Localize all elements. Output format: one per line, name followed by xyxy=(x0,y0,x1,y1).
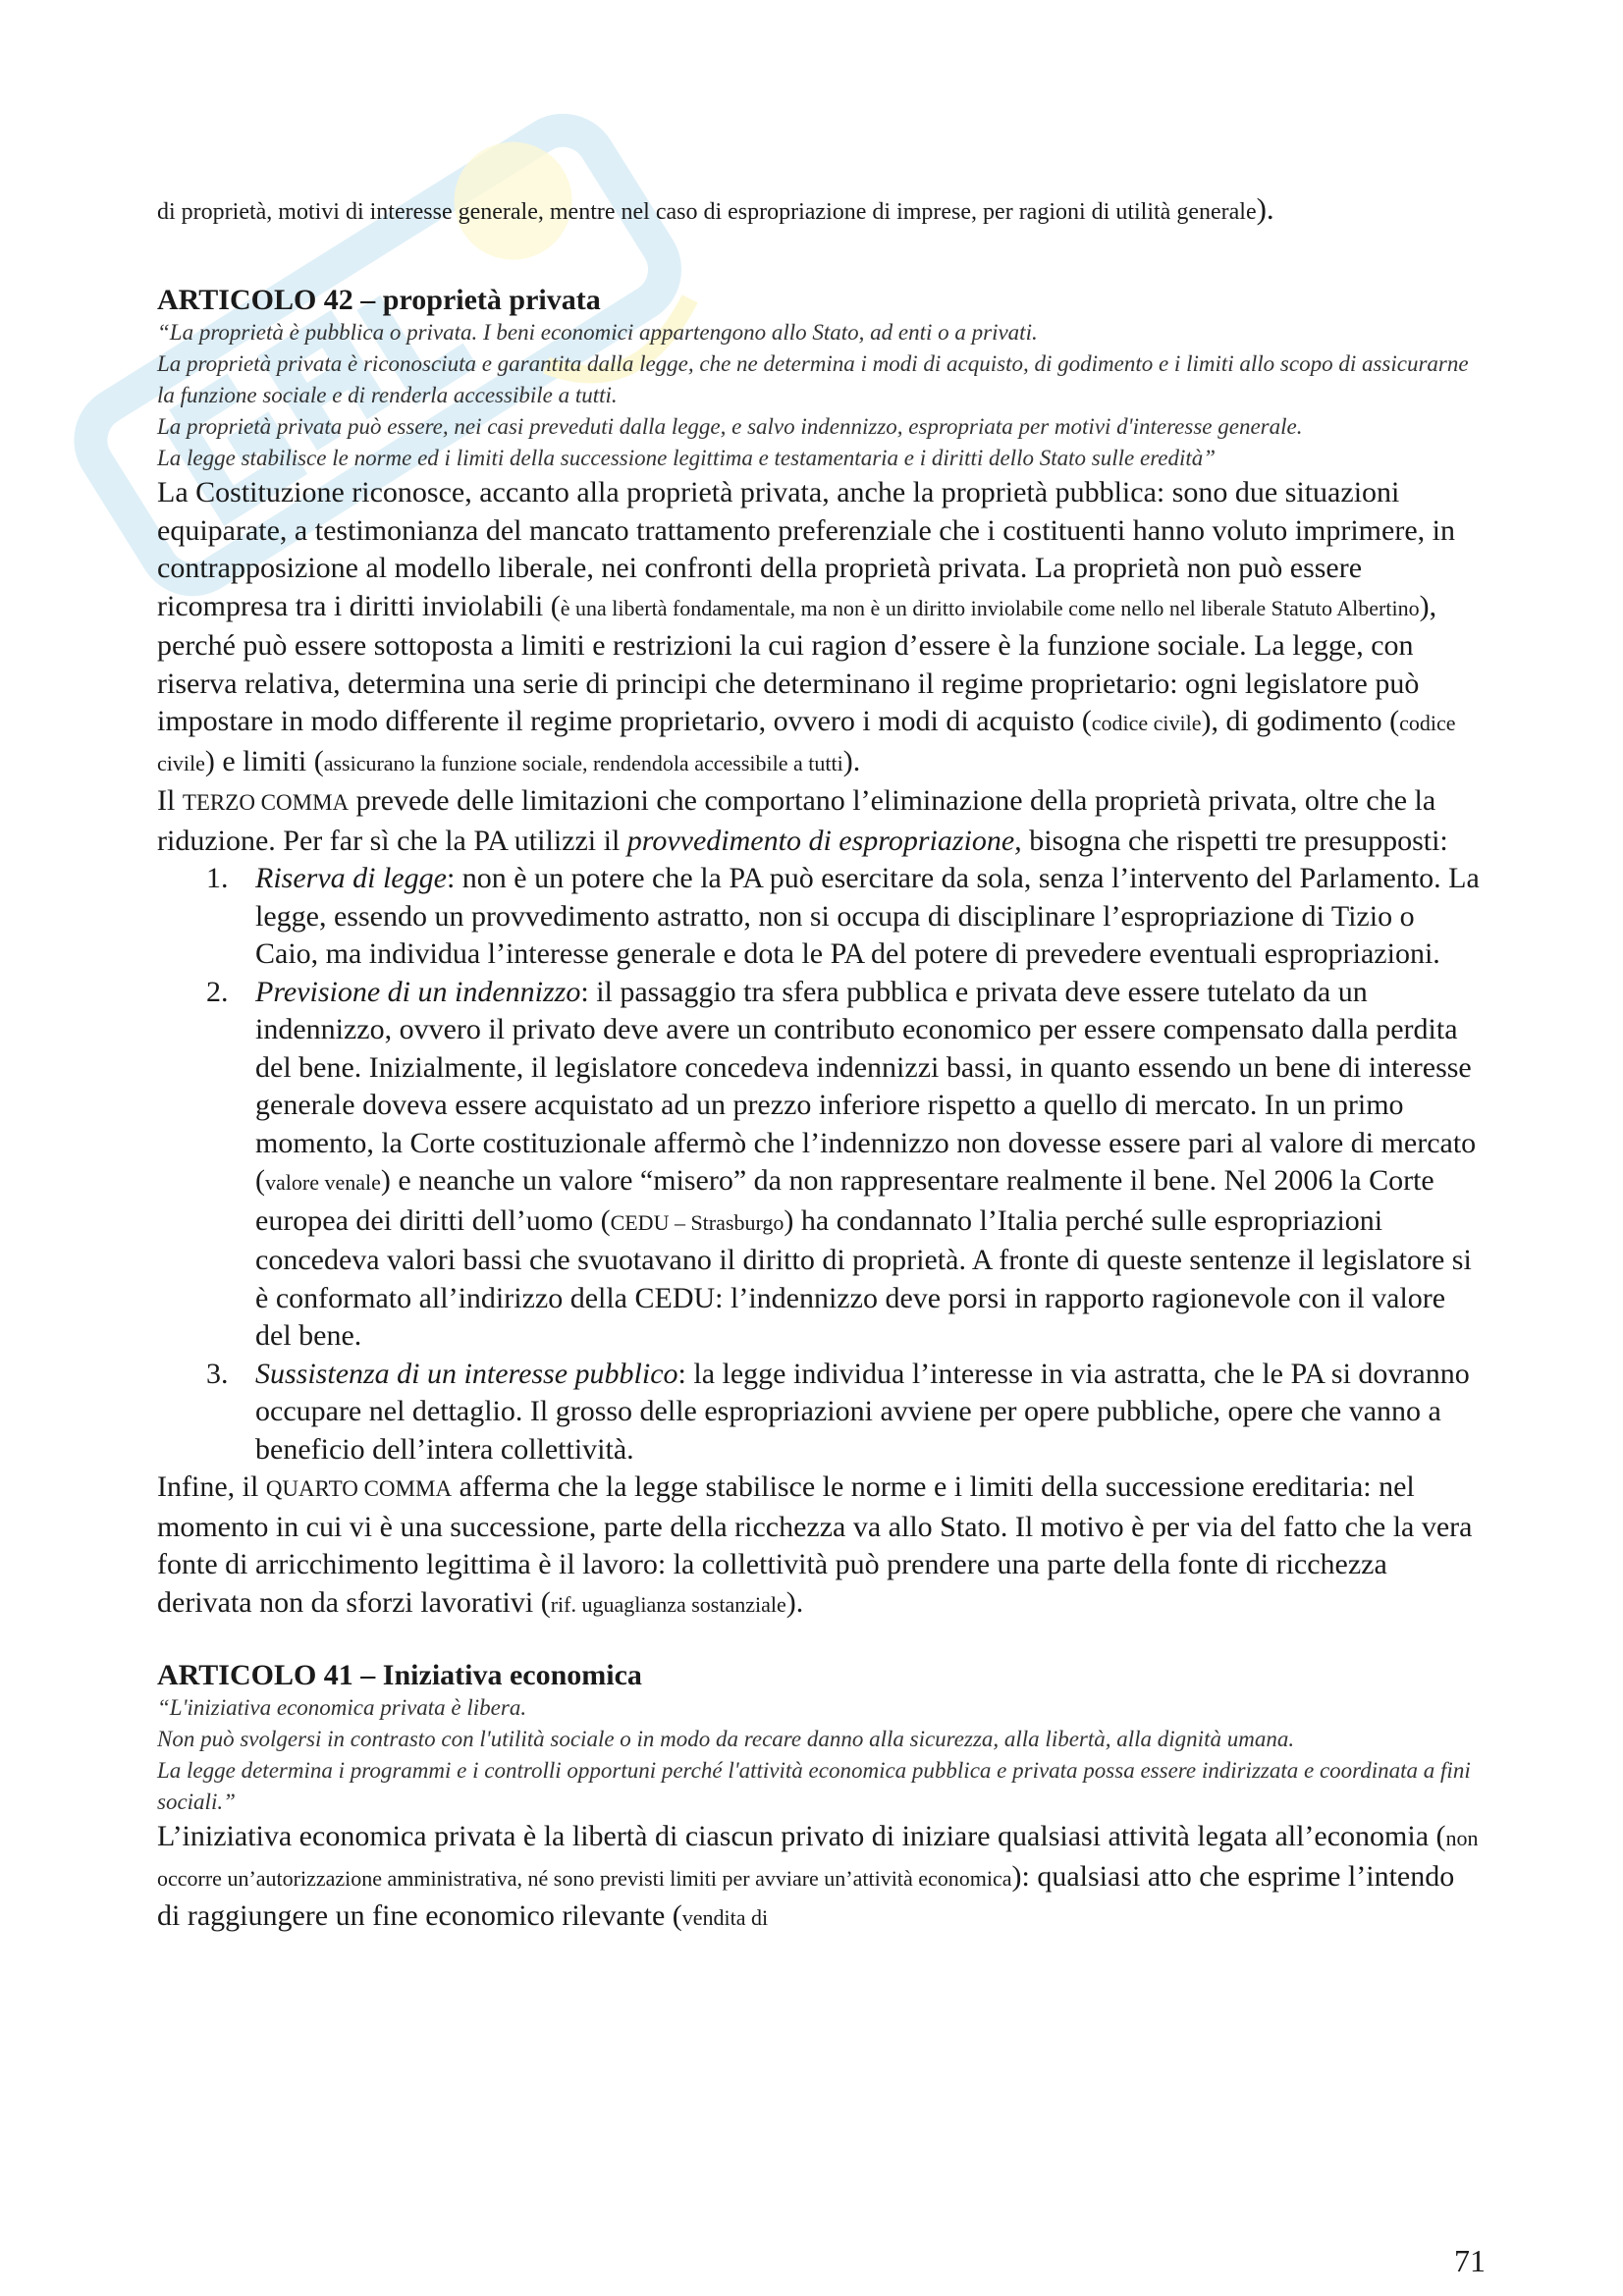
list-text: ) e neanche un valore “misero” da non rappresentare realmente il bene. Nel 2006 la Corte europea dei diritti dell’uomo ( xyxy=(255,1164,1434,1237)
list-term: Sussistenza di un interesse pubblico xyxy=(255,1357,678,1390)
text-run: ) e limiti ( xyxy=(204,744,324,777)
aside-note: codice civile xyxy=(157,711,1456,775)
text-run: afferma che la legge stabilisce le norme e i limiti della successione ereditaria: nel momento in cui vi è una successione, parte della ricchezza va allo Stato. Il motivo è per via del fatto che la vera fonte di arricchimento legittima è il lavoro: la collettività può prendere una parte della fonte di ricchezza derivata non da sforzi lavorativi ( xyxy=(157,1470,1473,1619)
list-text: ) ha condannato l’Italia perché sulle espropriazioni concedeva valori bassi che svuotavano il diritto di proprietà. A fronte di queste sentenze il legislatore si è conformato all’indirizzo della CEDU: l’indennizzo deve porsi in rapporto ragionevole con il valore del bene. xyxy=(255,1203,1472,1352)
list-item xyxy=(157,860,1483,974)
text-run: ), di godimento ( xyxy=(1201,705,1400,737)
article-42-quote-4: La legge stabilisce le norme ed i limiti della successione legittima e testamentaria e i diritti dello Stato sulle eredità” xyxy=(157,446,1217,470)
article-41-quote-2: Non può svolgersi in contrasto con l'utilità sociale o in modo da recare danno alla sicurezza, alla libertà, alla dignità umana. xyxy=(157,1727,1295,1751)
article-41-paragraph-1 xyxy=(157,1818,1483,1938)
article-42-quote-1: “La proprietà è pubblica o privata. I beni economici appartengono allo Stato, ad enti o a privati. xyxy=(157,320,1038,345)
list-number: 3. xyxy=(206,1357,229,1390)
intro-paragraph xyxy=(157,192,1483,229)
list-item xyxy=(157,1356,1483,1469)
aside-note: assicurano la funzione sociale, rendendola accessibile a tutti xyxy=(323,750,843,775)
aside-note: vendita di xyxy=(681,1905,769,1930)
text-run: Infine, il xyxy=(157,1470,266,1503)
text-run: ): qualsiasi atto che esprime l’intendo di raggiungere un fine economico rilevante ( xyxy=(157,1859,1455,1932)
emphasis-term: provvedimento di espropriazione, xyxy=(626,824,1022,857)
comma-label: TERZO COMMA xyxy=(182,790,350,815)
requirements-list xyxy=(157,860,1483,1468)
aside-note: rif. uguaglianza sostanziale xyxy=(550,1591,786,1617)
list-number: 1. xyxy=(206,862,229,894)
section-gap xyxy=(157,1624,1483,1659)
list-text: : non è un potere che la PA può esercitare da sola, senza l’intervento del Parlamento. La legge, essendo un provvedimento astratto, non si occupa di disciplinare l’espropriazione di Tizio o Caio, ma individua l’interesse generale e dota le PA del potere di prevedere eventuali espropriazioni. xyxy=(255,862,1480,970)
text-run: La Costituzione riconosce, accanto alla proprietà privata, anche la proprietà pubblica: sono due situazioni equiparate, a testimonianza del mancato trattamento preferenziale che i costituenti hanno voluto imprimere, in contrapposizione al modello liberale, nei confronti della proprietà privata. La proprietà non può essere ricompresa tra i diritti inviolabili ( xyxy=(157,476,1455,622)
list-item xyxy=(157,974,1483,1356)
aside-note: non occorre un’autorizzazione amministrativa, né sono previsti limiti per avviare un’attività economica xyxy=(157,1826,1479,1891)
article-42-paragraph-2 xyxy=(157,782,1483,860)
article-42-quote-3: La proprietà privata può essere, nei casi preveduti dalla legge, e salvo indennizzo, espropriata per motivi d'interesse generale. xyxy=(157,414,1303,439)
text-run: prevede delle limitazioni che comportano l’eliminazione della proprietà privata, oltre che la riduzione. Per far sì che la PA utilizzi il xyxy=(157,784,1436,857)
list-text: : la legge individua l’interesse in via astratta, che le PA si dovranno occupare nel dettaglio. Il grosso delle espropriazioni avviene per opere pubbliche, opere che vanno a beneficio dell’intera collettività. xyxy=(255,1357,1470,1466)
list-term: Previsione di un indennizzo xyxy=(255,975,581,1008)
aside-note: codice civile xyxy=(1091,711,1202,735)
aside-note: valore venale xyxy=(265,1170,381,1195)
list-term: Riserva di legge xyxy=(255,862,447,894)
article-41-title: ARTICOLO 41 – Iniziativa economica xyxy=(157,1659,642,1691)
aside-note: CEDU – Strasburgo xyxy=(610,1209,784,1235)
article-41-quote-1: “L'iniziativa economica privata è libera. xyxy=(157,1695,527,1720)
text-run: Il xyxy=(157,784,183,817)
text-run: L’iniziativa economica privata è la libertà di ciascun privato di iniziare qualsiasi attività legata all’economia ( xyxy=(157,1820,1446,1852)
text-run: ). xyxy=(842,744,861,777)
document-page xyxy=(157,192,1483,1938)
text-run: ), perché può essere sottoposta a limiti e restrizioni la cui ragion d’essere è la funzione sociale. La legge, con riserva relativa, determina una serie di principi che determinano il regime proprietario: ogni legislatore può impostare in modo differente il regime proprietario, ovvero i modi di acquisto ( xyxy=(157,589,1437,737)
list-number: 2. xyxy=(206,975,229,1008)
intro-text: di proprietà, motivi di interesse generale, mentre nel caso di espropriazione di imprese, per ragioni di utilità generale xyxy=(157,199,1257,225)
text-run: bisogna che rispetti tre presupposti: xyxy=(1021,824,1448,857)
text-run: ). xyxy=(785,1585,804,1619)
intro-close: ). xyxy=(1256,191,1274,226)
article-42-paragraph-1 xyxy=(157,474,1483,782)
page-number: 71 xyxy=(1454,2243,1486,2278)
aside-note: è una libertà fondamentale, ma non è un diritto inviolabile come nello nel liberale Statuto Albertino xyxy=(560,595,1420,620)
article-42-quote-2: La proprietà privata è riconosciuta e garantita dalla legge, che ne determina i modi di acquisto, di godimento e i limiti allo scopo di assicurarne la funzione sociale e di renderla accessibile a tutti. xyxy=(157,351,1469,407)
comma-label: QUARTO COMMA xyxy=(265,1476,453,1501)
article-42-title: ARTICOLO 42 – proprietà privata xyxy=(157,284,601,316)
article-41-quote-3: La legge determina i programmi e i controlli opportuni perché l'attività economica pubblica e privata possa essere indirizzata e coordinata a fini sociali.” xyxy=(157,1758,1471,1814)
article-42-paragraph-3 xyxy=(157,1468,1483,1624)
list-text: : il passaggio tra sfera pubblica e privata deve essere tutelato da un indennizzo, ovvero il privato deve avere un contributo economico per essere compensato dalla perdita del bene. Inizialmente, il legislatore concedeva indennizzi bassi, in quanto essendo un bene di interesse generale doveva essere acquistato ad un prezzo inferiore rispetto a quello di mercato. In un primo momento, la Corte costituzionale affermò che l’indennizzo non dovesse essere pari al valore di mercato ( xyxy=(255,975,1477,1197)
